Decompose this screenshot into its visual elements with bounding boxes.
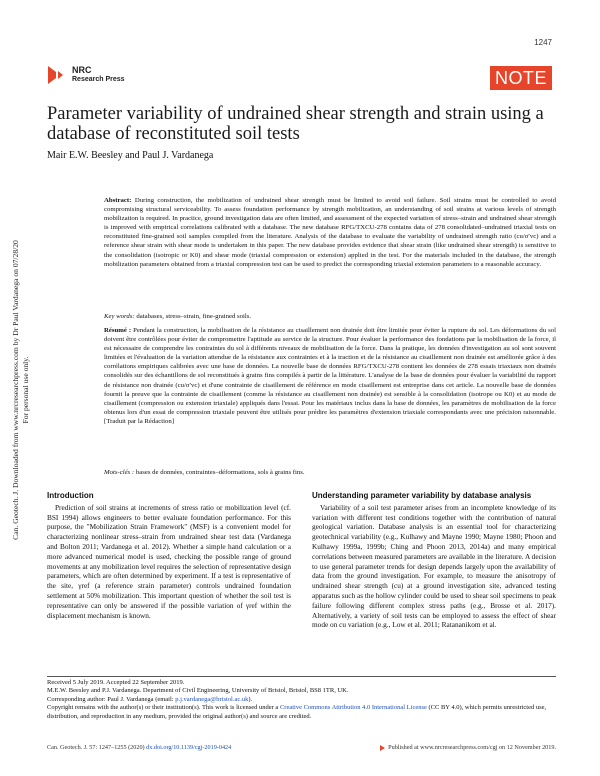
affiliation: M.E.W. Beesley and P.J. Vardanega. Department of Civil Engineering, University of Bristol, Bristol, BS8 1TR, UK. [47, 687, 349, 695]
introduction-text: Prediction of soil strains at increments of stress ratio or mobilization level (cf. BSI 1994) allows engineers to better evaluate foundation performance. For this purpose, the "Mobilization Strain Framework" (MSF) is a convenient model for characterizing nonlinear stress–strain from undrained shear test data (Vardanega and Bolton 2011; Vardanega et al. 2012). Whether a simple hand calculation or a more advanced numerical model is used, checking the possible range of ground movements at any mobilization level requires the selection of representative design parameters, which are often determined by experiment. If a test is representative of the site, γref (a reference strain parameter) controls undrained foundation settlement at 50% mobilization. This important question of whether the soil test is representative can only be answered if the possible variation of γref within the displacement mechanism is known. [47, 502, 291, 620]
resume-text: Pendant la construction, la mobilisation de la résistance au cisaillement non drainée doit être limitée pour éviter la rupture du sol. Les déformations du sol doivent être contrôlées pour éviter de compromettre l'aptitude au service de la structure. Pour évaluer la performance des fondations par la mobilisation de la force, il est nécessaire de comprendre les contraintes du sol à différents niveaux de mobilisation de la force. Dans la pratique, les données d'investigation au sol sont souvent limitées et l'évaluation de la variation attendue de la résistance aux contraintes et à la traction et de la résistance au cisaillement non drainée est améliorée grâce à des corrélations empiriques calibrées avec une base de données. La nouvelle base de données RFG/TXCU-278 contient les données de 278 essais triaxiaux non drainés consolidés sur des échantillons de sol reconstitués à grains fins compilés à partir de la littérature. L'analyse de la base de données pour évaluer la variabilité du rapport de résistance non drainée (cu/σ′vc) et d'une contrainte de cisaillement de référence en mode cisaillement est entreprise dans cet article. La nouvelle base de données fournit la preuve que la contrainte de cisaillement (comme la résistance au cisaillement non drainée) est sensible à la consolidation (isotrope ou K0) et au mode de cisaillement (compression ou extension triaxiale) appliqués dans l'essai. Pour les matériaux inclus dans la base de données, les paramètres de mobilisation de la force obtenus lors d'un essai de compression triaxiale peuvent être utilisés pour prédire les paramètres d'extension triaxiale correspondants avec une précision raisonnable. [Traduit par la Rédaction] [104, 327, 556, 425]
published-text: Published at www.nrcresearchpress.com/cgj on 12 November 2019. [388, 744, 556, 751]
download-sidebar [6, 180, 36, 600]
footnotes [47, 679, 556, 721]
sidebar-line1: Can. Geotech. J. Downloaded from www.nrcresearchpress.com by Dr Paul Vardanega on 07/28/20 [11, 240, 20, 540]
understanding-text: Variability of a soil test parameter arises from an incomplete knowledge of its variation with different test conditions together with the contribution of natural geological variation. Database analysis is an essential tool for characterizing geotechnical variability (e.g., Kulhawy and Mayne 1990; Mayne 1980; Phoon and Kulhawy 1999a, 1999b; Ching and Phoon 2013, 2014a) and many empirical correlations between measured parameters are available in the literature. A decision to use general parameter trends for design depends largely upon the availability of data from the ground investigation. For example, to measure the anisotropy of undrained shear strength (cu) at a ground investigation site, advanced testing apparatus such as the hollow cylinder could be used to shear soil specimens to peak failure following different complex stress paths (e.g., Brosse et al. 2017). Alternatively, a variety of soil tests can be employed to assess the effect of shear mode on cu variation (e.g., Low et al. 2011; Ratananikom et al. [312, 502, 556, 630]
authors: Mair E.W. Beesley and Paul J. Vardanega [47, 150, 214, 161]
note-label: NOTE [490, 66, 552, 90]
keywords-text: databases, stress–strain, fine-grained soils. [134, 313, 252, 320]
mots-cles-label: Mots-clés : [104, 469, 135, 476]
arrow-icon [380, 745, 385, 751]
logo-line2: Research Press [72, 76, 125, 83]
abstract-text: During construction, the mobilization of undrained shear strength must be limited to avoid soil failure. Soil strains must be controlled to avoid compromising structural serviceability. To assess foundation performance by strength mobilization, an understanding of soil strains at various levels of strength mobilization is required. In practice, ground investigation data are often limited, and assessment of the expected variation of stress–strain and undrained shear strength is improved with empirical correlations calibrated with a database. The new database RFG/TXCU-278 contains data of 278 consolidated–undrained triaxial tests on reconstituted fine-grained soil samples compiled from the literature. Analysis of the database to evaluate the variability of undrained strength ratio (cu/σ′vc) and a reference shear strain with shear mode is undertaken in this paper. The new database provides evidence that shear strain (like undrained shear strength) is sensitive to the consolidation (isotropic or K0) and shear mode (triaxial compression or extension) applied in the test. For the materials included in the database, the strength mobilization parameters obtained from a triaxial compression test can be used to predict the corresponding triaxial extension parameters to a reasonable accuracy. [104, 197, 556, 268]
abstract [104, 196, 556, 269]
corresponding-suffix: ). [248, 695, 253, 703]
nrc-logo-icon [48, 66, 70, 84]
page-number: 1247 [534, 38, 552, 47]
doi-link[interactable]: dx.doi.org/10.1139/cgj-2019-0424 [146, 744, 232, 751]
published-line [380, 744, 556, 751]
copyright-suffix: (CC BY 4.0), which permits unrestricted use, distribution, and reproduction in any medium, provided the original author(s) and source are credited. [47, 704, 547, 720]
footnote-divider [47, 676, 556, 677]
corresponding-prefix: Corresponding author: Paul J. Vardanega (email: [47, 695, 176, 703]
copyright [47, 704, 556, 721]
citation-text: Can. Geotech. J. 57: 1247–1255 (2020) [47, 744, 147, 751]
understanding-section [312, 491, 556, 630]
publisher-logo [48, 66, 125, 84]
mots-cles-text: bases de données, contraintes–déformations, sols à grains fins. [134, 469, 305, 476]
license-link[interactable]: Creative Commons Attribution 4.0 International License [279, 704, 427, 712]
resume [104, 326, 556, 426]
resume-label: Résumé : [104, 327, 132, 334]
copyright-prefix: Copyright remains with the author(s) or their institution(s). This work is licensed under a [47, 704, 280, 712]
logo-line1: NRC [72, 65, 92, 75]
understanding-heading: Understanding parameter variability by database analysis [312, 491, 532, 500]
mots-cles [104, 468, 556, 477]
keywords-label: Key words: [104, 313, 135, 320]
abstract-label: Abstract: [104, 197, 132, 204]
corresponding-author [47, 696, 556, 704]
logo-text [72, 66, 125, 84]
citation [47, 744, 231, 751]
email-link[interactable]: p.j.vardanega@bristol.ac.uk [175, 695, 249, 703]
received-dates: Received 5 July 2019. Accepted 22 September 2019. [47, 679, 185, 686]
introduction-section [47, 491, 291, 620]
sidebar-line2: For personal use only. [21, 356, 30, 424]
keywords [104, 312, 556, 321]
introduction-heading: Introduction [47, 491, 94, 500]
article-title: Parameter variability of undrained shear strength and strain using a database of reconstituted soil tests [47, 104, 544, 144]
